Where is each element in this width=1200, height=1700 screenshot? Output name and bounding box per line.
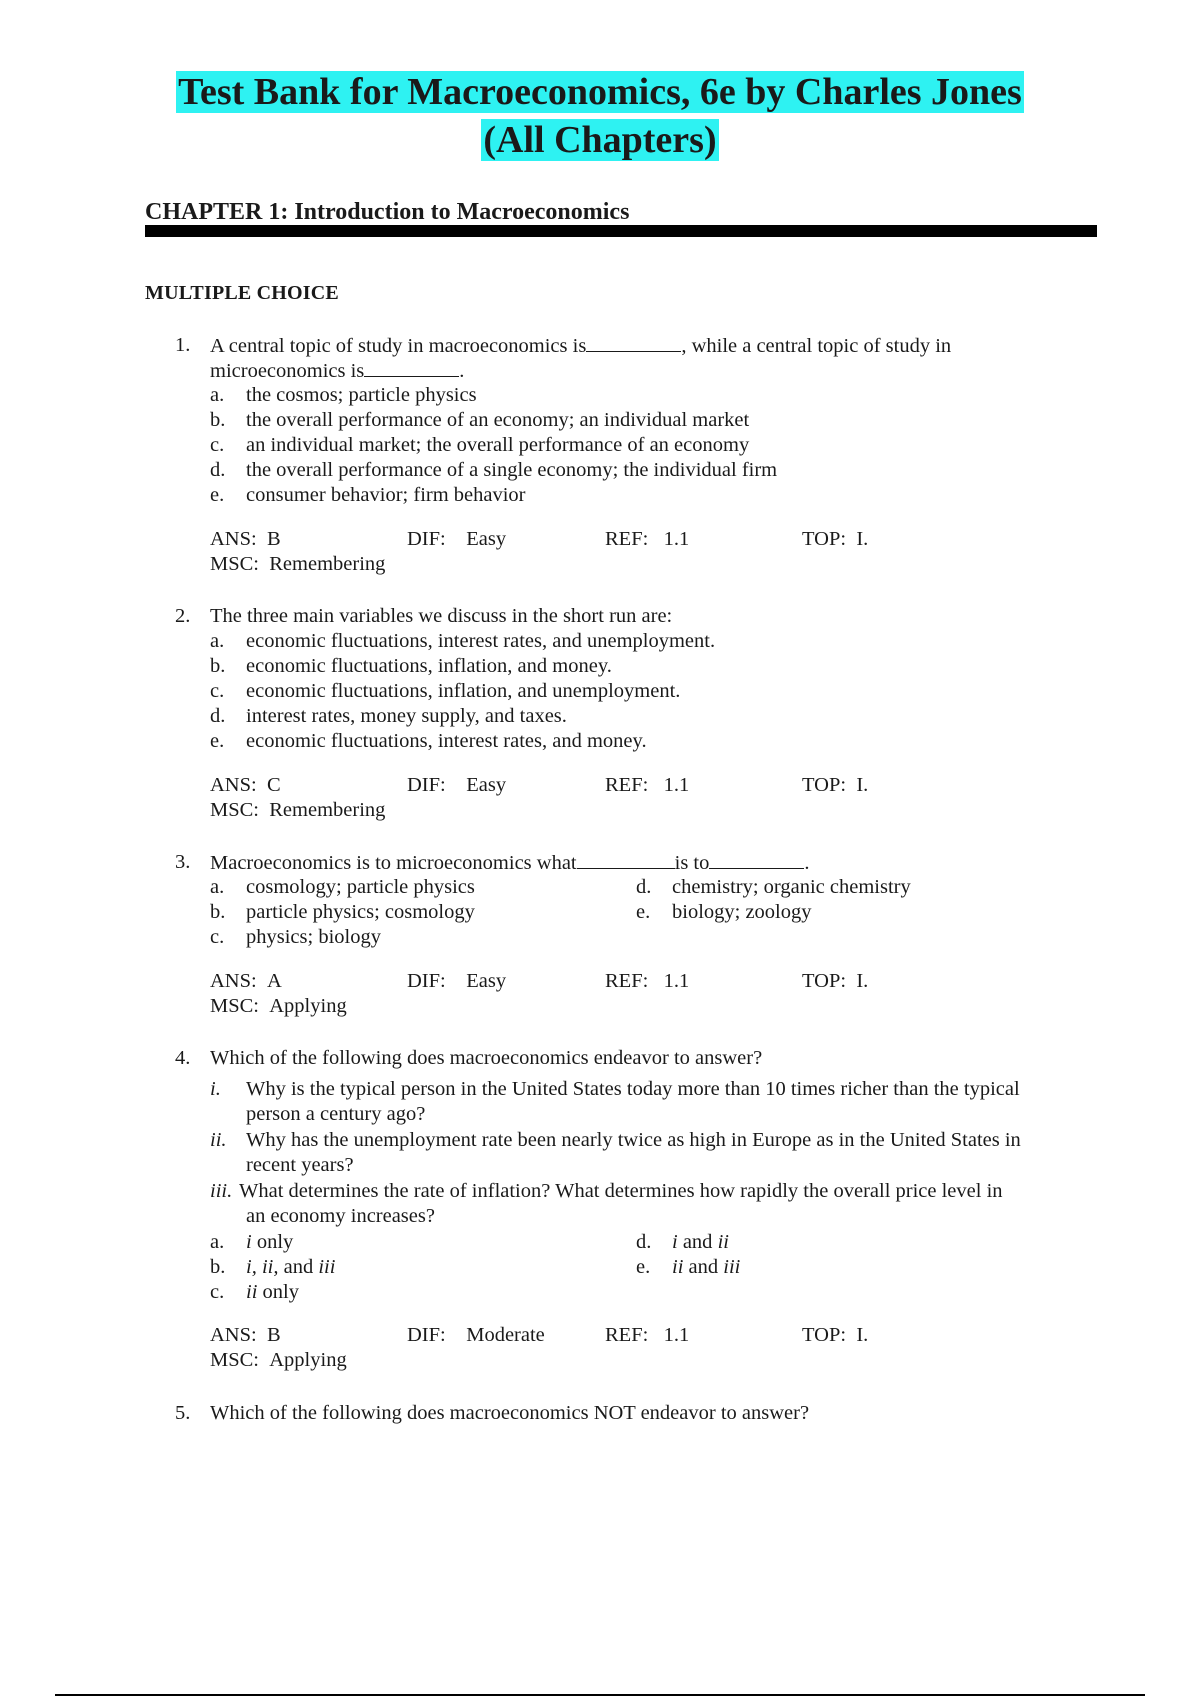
reference: REF: 1.1 — [605, 970, 690, 992]
title-line-1: Test Bank for Macroeconomics, 6e by Charles Jones — [178, 71, 1022, 113]
difficulty: DIF: Easy — [407, 528, 507, 550]
question-stem: Which of the following does macroeconomics NOT endeavor to answer? — [210, 1402, 810, 1424]
topic: TOP: I. — [802, 970, 869, 992]
answer-blank — [709, 850, 804, 869]
option-b: b. the overall performance of an economy; an individual market — [210, 409, 750, 431]
roman-item-i: i. Why is the typical person in the United States today more than 10 times richer than the typical — [210, 1078, 1020, 1100]
reference: REF: 1.1 — [605, 1324, 690, 1346]
question-stem: The three main variables we discuss in the short run are: — [210, 605, 673, 627]
chapter-heading: CHAPTER 1: Introduction to Macroeconomics — [145, 199, 630, 225]
question-number: 3. — [175, 851, 191, 873]
answer-key: ANS: B — [210, 528, 281, 550]
option-c: c. an individual market; the overall performance of an economy — [210, 434, 750, 456]
topic: TOP: I. — [802, 1324, 869, 1346]
question-number: 2. — [175, 605, 191, 627]
answer-blank — [577, 850, 675, 869]
question-number: 5. — [175, 1402, 191, 1424]
page-footer-rule — [55, 1694, 1145, 1696]
answer-blank — [364, 358, 459, 377]
option-e: e. ii and iii — [636, 1256, 741, 1278]
option-b: b. particle physics; cosmology — [210, 901, 475, 923]
option-e: e. biology; zoology — [636, 901, 812, 923]
reference: REF: 1.1 — [605, 774, 690, 796]
roman-item-ii-cont: recent years? — [246, 1154, 354, 1176]
question-number: 1. — [175, 334, 191, 356]
document-title — [0, 68, 1200, 164]
difficulty: DIF: Easy — [407, 774, 507, 796]
option-c: c. ii only — [210, 1281, 299, 1303]
answer-key: ANS: C — [210, 774, 281, 796]
option-b: b. economic fluctuations, inflation, and money. — [210, 655, 612, 677]
answer-blank — [586, 333, 681, 352]
answer-key: ANS: A — [210, 970, 282, 992]
answer-key: ANS: B — [210, 1324, 281, 1346]
topic: TOP: I. — [802, 774, 869, 796]
option-b: b. i, ii, and iii — [210, 1256, 336, 1278]
roman-item-iii: iii. What determines the rate of inflation? What determines how rapidly the overall price level in — [210, 1180, 1003, 1202]
roman-item-i-cont: person a century ago? — [246, 1103, 426, 1125]
roman-item-iii-cont: an economy increases? — [246, 1205, 435, 1227]
msc: MSC: Remembering — [210, 553, 386, 575]
question-stem-cont: microeconomics is . — [210, 360, 465, 382]
reference: REF: 1.1 — [605, 528, 690, 550]
question-number: 4. — [175, 1047, 191, 1069]
option-a: a. cosmology; particle physics — [210, 876, 475, 898]
msc: MSC: Applying — [210, 1349, 347, 1371]
option-d: d. i and ii — [636, 1231, 729, 1253]
option-d: d. the overall performance of a single economy; the individual firm — [210, 459, 778, 481]
chapter-divider — [145, 225, 1097, 237]
topic: TOP: I. — [802, 528, 869, 550]
difficulty: DIF: Moderate — [407, 1324, 545, 1346]
option-e: e. economic fluctuations, interest rates, and money. — [210, 730, 647, 752]
question-stem: Which of the following does macroeconomics endeavor to answer? — [210, 1047, 763, 1069]
option-c: c. physics; biology — [210, 926, 381, 948]
option-c: c. economic fluctuations, inflation, and unemployment. — [210, 680, 681, 702]
option-a: a. the cosmos; particle physics — [210, 384, 477, 406]
difficulty: DIF: Easy — [407, 970, 507, 992]
question-stem: Macroeconomics is to microeconomics what is to . — [210, 852, 810, 874]
title-line-2: (All Chapters) — [483, 119, 717, 161]
option-e: e. consumer behavior; firm behavior — [210, 484, 526, 506]
msc: MSC: Applying — [210, 995, 347, 1017]
option-d: d. interest rates, money supply, and taxes. — [210, 705, 567, 727]
option-a: a. i only — [210, 1231, 294, 1253]
roman-item-ii: ii. Why has the unemployment rate been nearly twice as high in Europe as in the United States in — [210, 1129, 1021, 1151]
section-heading: MULTIPLE CHOICE — [145, 282, 339, 304]
msc: MSC: Remembering — [210, 799, 386, 821]
option-a: a. economic fluctuations, interest rates, and unemployment. — [210, 630, 716, 652]
question-stem: A central topic of study in macroeconomics is , while a central topic of study in — [210, 335, 952, 357]
option-d: d. chemistry; organic chemistry — [636, 876, 911, 898]
